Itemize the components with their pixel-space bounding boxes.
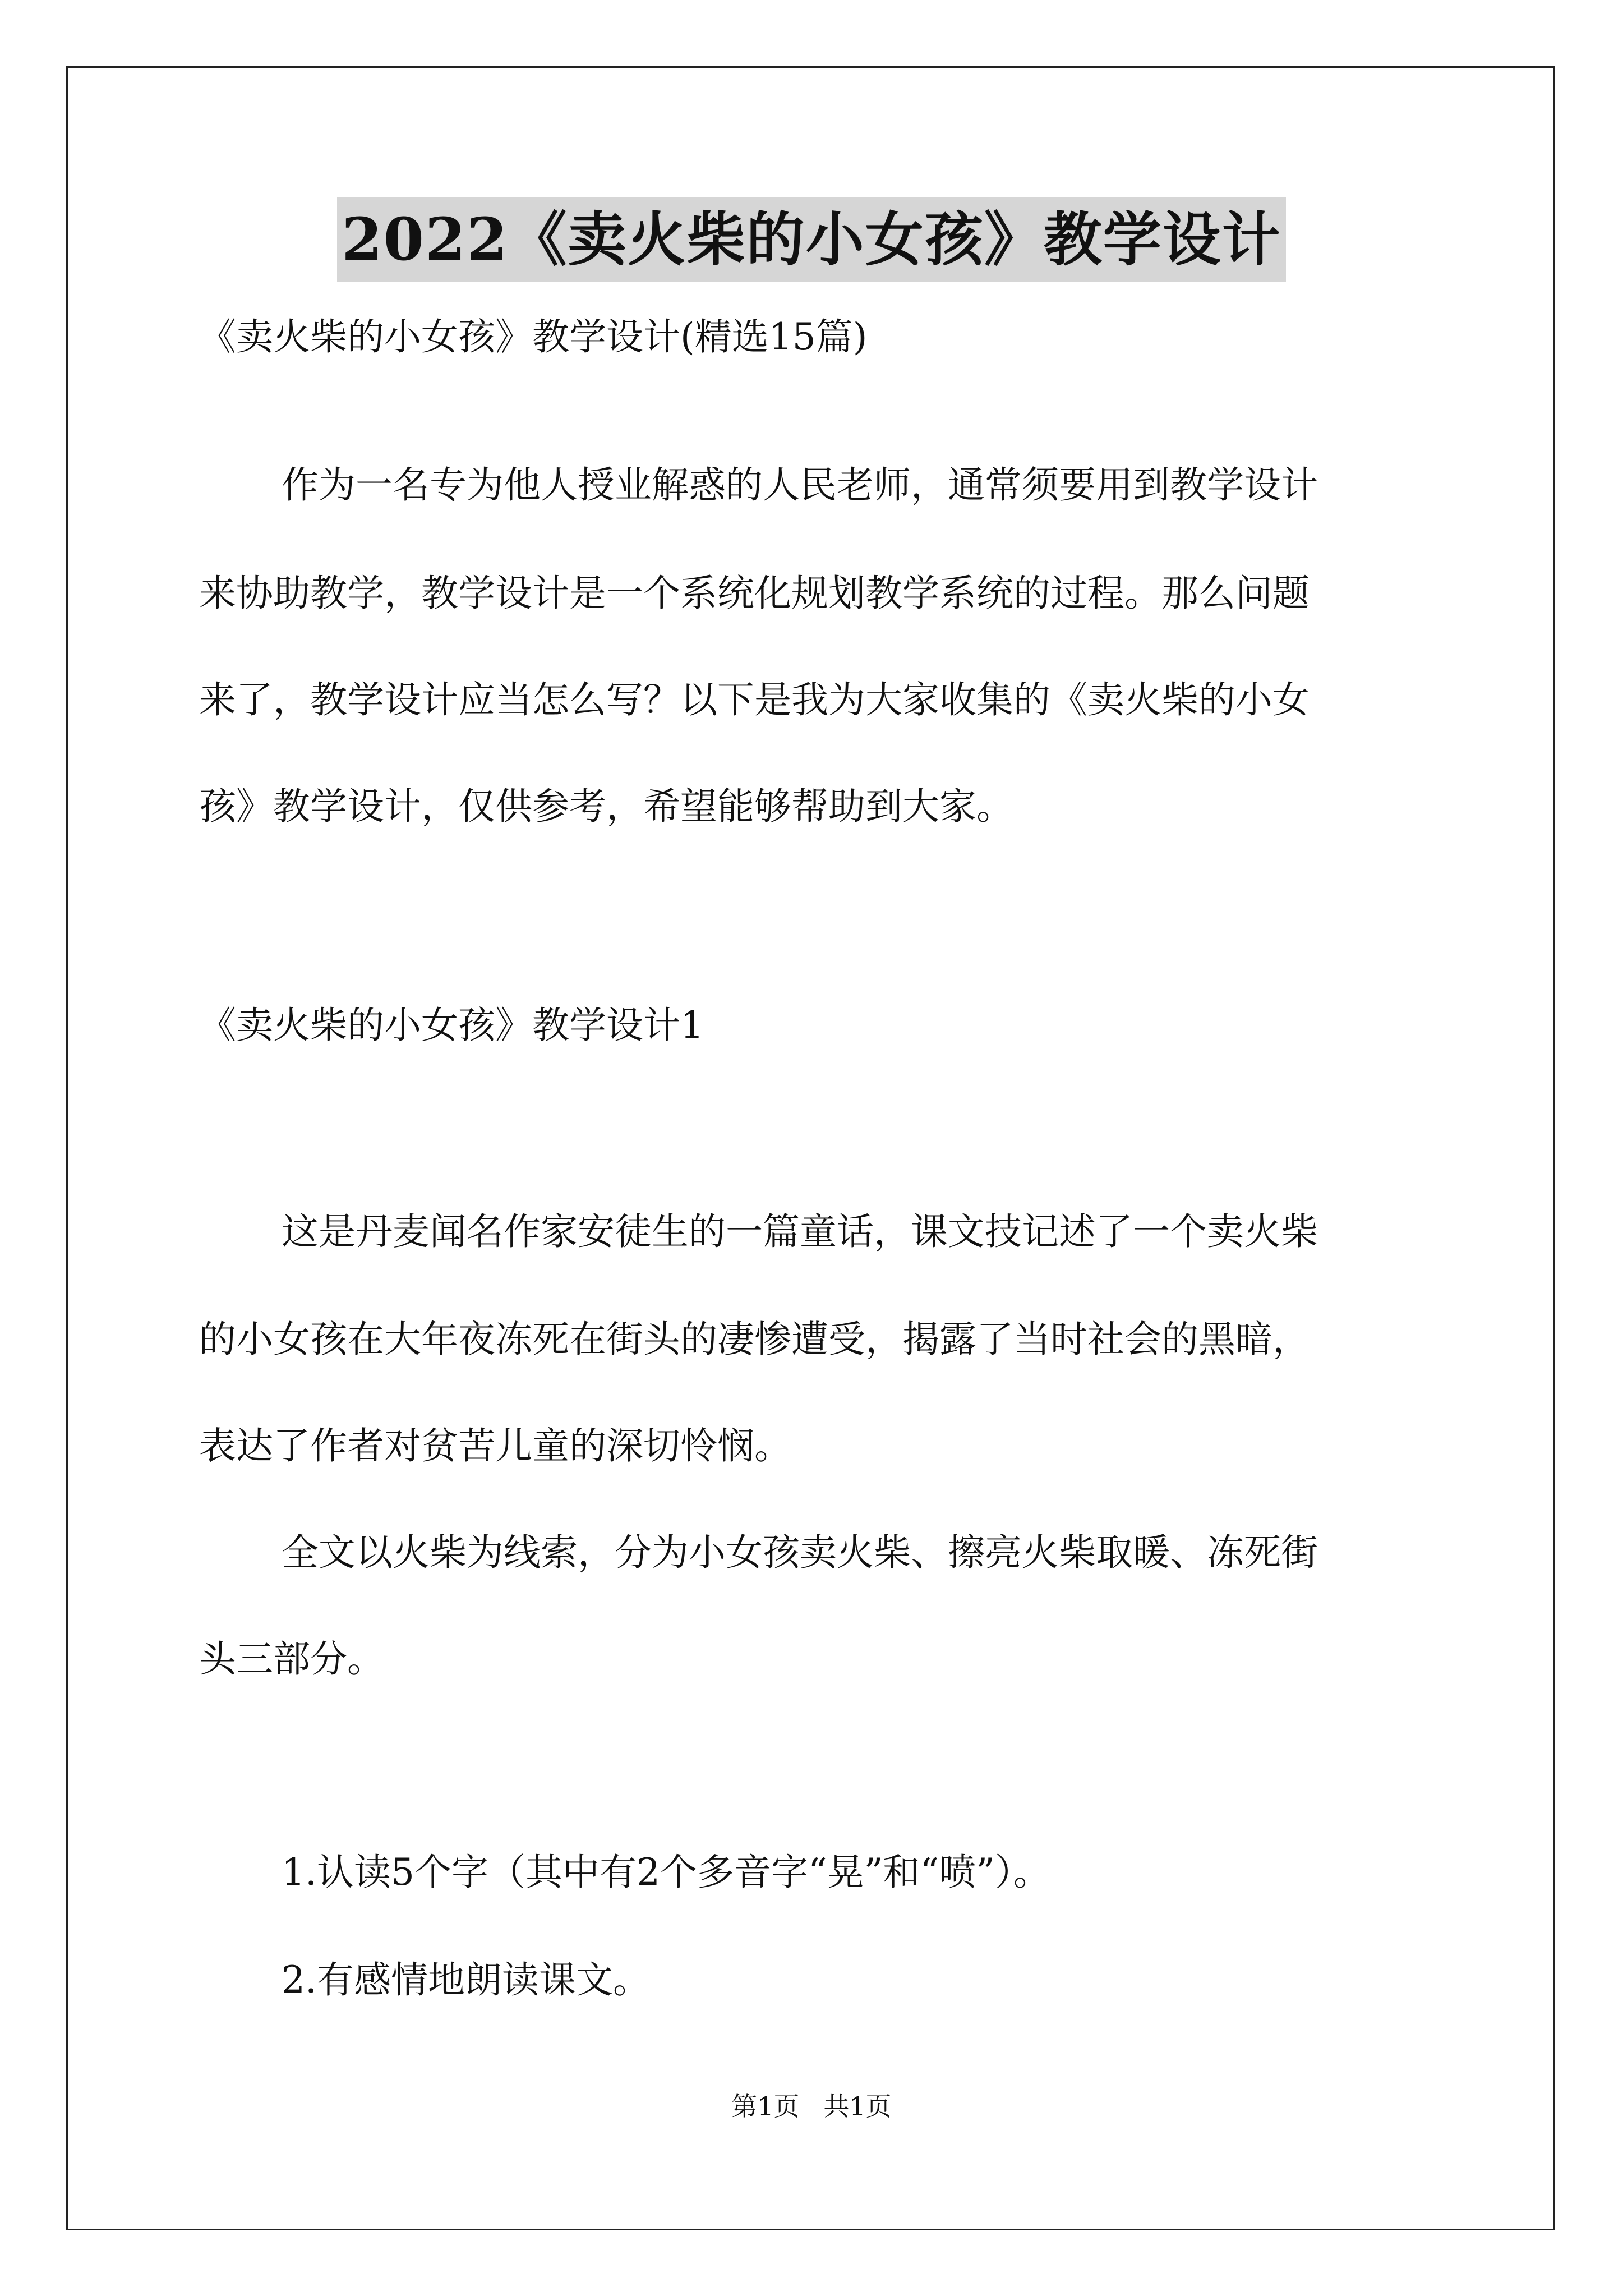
para1-line-2: 的小女孩在大年夜冻死在街头的凄惨遭受，揭露了当时社会的黑暗，: [199, 1318, 1310, 1361]
para1-line-3: 表达了作者对贫苦儿童的深切怜悯。: [199, 1424, 791, 1467]
document-title: 2022《卖火柴的小女孩》教学设计: [337, 197, 1285, 282]
intro-line-3: 来了，教学设计应当怎么写？以下是我为大家收集的《卖火柴的小女: [199, 678, 1310, 721]
intro-line-4: 孩》教学设计，仅供参考，希望能够帮助到大家。: [199, 785, 1013, 828]
document-subtitle: 《卖火柴的小女孩》教学设计(精选15篇): [199, 315, 868, 358]
section-heading: 《卖火柴的小女孩》教学设计1: [199, 1004, 704, 1047]
para2-line-1: 全文以火柴为线索，分为小女孩卖火柴、擦亮火柴取暖、冻死街: [282, 1531, 1318, 1574]
intro-line-2: 来协助教学，教学设计是一个系统化规划教学系统的过程。那么问题: [199, 572, 1310, 615]
page-footer: [0, 2090, 1623, 2123]
para2-line-2: 头三部分。: [199, 1637, 384, 1681]
page-number: 第1页: [731, 2091, 800, 2122]
title-container: [0, 197, 1623, 282]
list-item-2: 2.有感情地朗读课文。: [282, 1958, 650, 2001]
para1-line-1: 这是丹麦闻名作家安徒生的一篇童话，课文技记述了一个卖火柴: [282, 1210, 1318, 1253]
intro-line-1: 作为一名专为他人授业解惑的人民老师，通常须要用到教学设计: [282, 463, 1318, 507]
page-total: 共1页: [823, 2091, 892, 2122]
page-border: [66, 66, 1555, 2230]
list-item-1: 1.认读5个字（其中有2个多音字“晃”和“喷”）。: [282, 1851, 1050, 1894]
